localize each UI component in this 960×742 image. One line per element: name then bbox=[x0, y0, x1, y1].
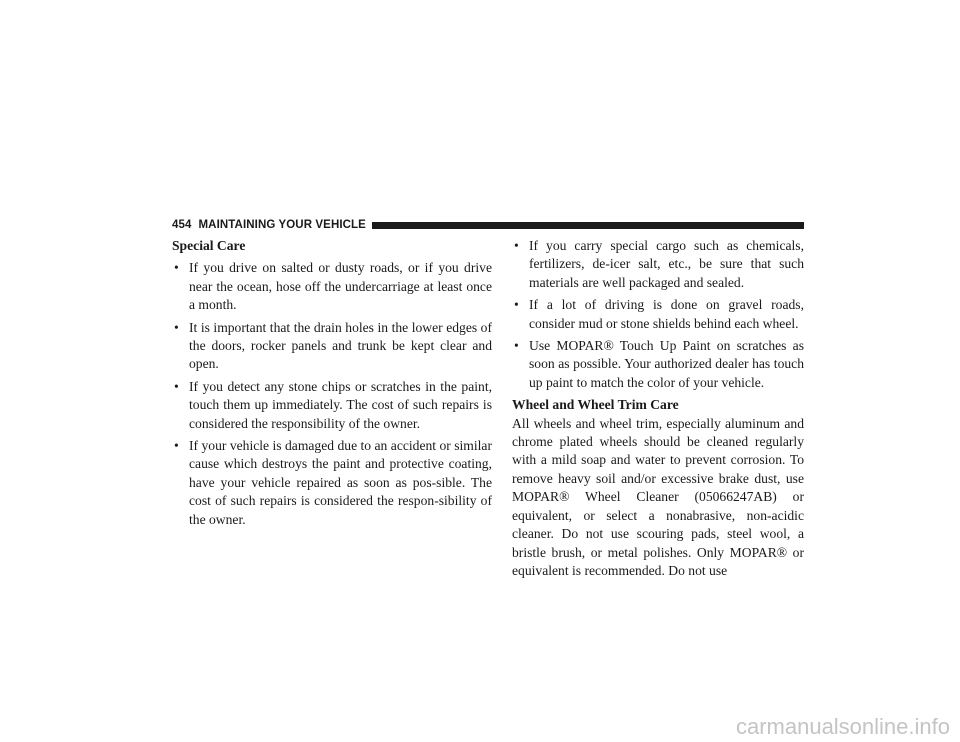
section-title: MAINTAINING YOUR VEHICLE bbox=[198, 219, 366, 231]
bullet-icon: • bbox=[174, 378, 179, 394]
list-item bbox=[172, 378, 492, 433]
bullet-icon: • bbox=[174, 438, 179, 454]
list-item-text: Use MOPAR® Touch Up Paint on scratches as soon as possible. Your authorized dealer has touch up paint to match the color of your vehicle. bbox=[529, 338, 804, 390]
right-column bbox=[512, 237, 804, 580]
list-item bbox=[512, 237, 804, 292]
left-column bbox=[172, 237, 492, 529]
header-rule bbox=[372, 222, 804, 229]
bullet-icon: • bbox=[174, 319, 179, 335]
list-item bbox=[512, 296, 804, 333]
bullet-icon: • bbox=[514, 297, 519, 313]
list-item-text: If you drive on salted or dusty roads, or if you drive near the ocean, hose off the undercarriage at least once a month. bbox=[189, 260, 492, 313]
watermark: carmanualsonline.info bbox=[735, 714, 950, 739]
list-item-text: If you detect any stone chips or scratches in the paint, touch them up immediately. The cost of such repairs is considered the responsibility of the owner. bbox=[189, 378, 492, 431]
list-item-text: It is important that the drain holes in the lower edges of the doors, rocker panels and trunk be kept clear and open. bbox=[189, 319, 492, 372]
list-item-text: If a lot of driving is done on gravel roads, consider mud or stone shields behind each wheel. bbox=[529, 297, 804, 331]
special-care-heading: Special Care bbox=[172, 238, 246, 253]
page-header bbox=[172, 218, 804, 232]
wheel-care-heading: Wheel and Wheel Trim Care bbox=[512, 397, 679, 413]
list-item-text: If you carry special cargo such as chemicals, fertilizers, de-icer salt, etc., be sure that such materials are well packaged and sealed. bbox=[529, 238, 804, 290]
page-number: 454 bbox=[172, 219, 192, 231]
bullet-icon: • bbox=[174, 260, 179, 276]
list-item bbox=[512, 337, 804, 392]
list-item-text: If your vehicle is damaged due to an accident or similar cause which destroys the paint and protective coating, have your vehicle repaired as soon as pos-sible. The cost of such repairs is considered the respon-sibility of the owner. bbox=[189, 438, 492, 527]
bullet-icon: • bbox=[514, 238, 519, 253]
list-item bbox=[172, 319, 492, 374]
wheel-care-paragraph: All wheels and wheel trim, especially aluminum and chrome plated wheels should be cleaned regularly with a mild soap and water to prevent corrosion. To remove heavy soil and/or excessive brake dust, use MOPAR® Wheel Cleaner (05066247AB) or equivalent, or select a nonabrasive, non-acidic cleaner. Do not use scouring pads, steel wool, a bristle brush, or metal polishes. Only MOPAR® or equivalent is recommended. Do not use bbox=[512, 415, 804, 578]
list-item bbox=[172, 259, 492, 314]
bullet-icon: • bbox=[514, 338, 519, 354]
list-item bbox=[172, 437, 492, 529]
